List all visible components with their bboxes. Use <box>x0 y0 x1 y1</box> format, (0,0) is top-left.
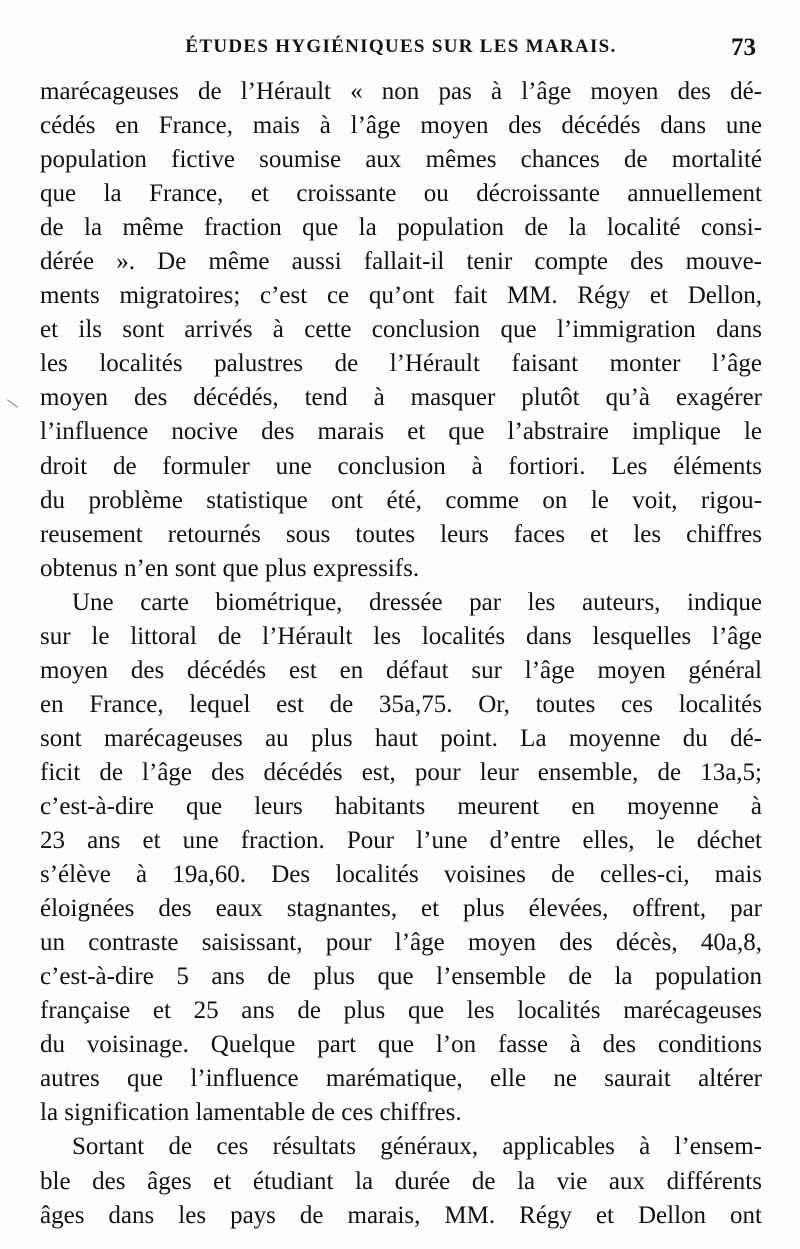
text-line: l’influence nocive des marais et que l’abstraire implique le <box>40 418 762 446</box>
text-line: du voisinage. Quelque part que l’on fasse à des conditions <box>40 1031 762 1059</box>
text-line: la signification lamentable de ces chiffres. <box>40 1099 462 1127</box>
text-line: moyen des décédés, tend à masquer plutôt qu’à exagérer <box>40 384 762 412</box>
text-line: s’élève à 19a,60. Des localités voisines de celles-ci, mais <box>40 861 762 889</box>
text-line: c’est-à-dire 5 ans de plus que l’ensemble de la population <box>40 963 762 991</box>
margin-mark <box>7 399 18 407</box>
text-line: cédés en France, mais à l’âge moyen des décédés dans une <box>40 112 762 140</box>
text-line: âges dans les pays de marais, MM. Régy et Dellon ont <box>40 1201 762 1229</box>
text-line: Sortant de ces résultats généraux, applicables à l’ensem- <box>72 1133 762 1161</box>
text-line: éloignées des eaux stagnantes, et plus élevées, offrent, par <box>40 895 762 923</box>
text-line: marécageuses de l’Hérault « non pas à l’âge moyen des dé- <box>40 78 762 105</box>
text-line: française et 25 ans de plus que les localités marécageuses <box>40 997 762 1025</box>
page-number: 73 <box>731 34 756 61</box>
text-line: c’est-à-dire que leurs habitants meurent en moyenne à <box>40 792 762 820</box>
text-line: ble des âges et étudiant la durée de la vie aux différents <box>40 1167 762 1195</box>
text-line: de la même fraction que la population de la localité consi- <box>40 214 762 242</box>
text-line: reusement retournés sous toutes leurs faces et les chiffres <box>40 520 762 548</box>
body-text <box>40 75 762 1233</box>
text-line: autres que l’influence marématique, elle ne saurait altérer <box>40 1065 762 1093</box>
text-line: les localités palustres de l’Hérault faisant monter l’âge <box>40 350 762 378</box>
text-line: dérée ». De même aussi fallait-il tenir compte des mouve- <box>40 248 762 276</box>
text-line: un contraste saisissant, pour l’âge moyen des décès, 40a,8, <box>40 929 762 957</box>
text-line: ficit de l’âge des décédés est, pour leur ensemble, de 13a,5; <box>40 758 762 786</box>
running-head <box>40 34 762 64</box>
text-line: population fictive soumise aux mêmes chances de mortalité <box>40 146 762 174</box>
text-line: ments migratoires; c’est ce qu’ont fait MM. Régy et Dellon, <box>40 282 762 310</box>
text-line: et ils sont arrivés à cette conclusion que l’immigration dans <box>40 316 762 344</box>
text-line: sont marécageuses au plus haut point. La moyenne du dé- <box>40 724 762 752</box>
text-line: 23 ans et une fraction. Pour l’une d’entre elles, le déchet <box>40 827 762 855</box>
text-line: obtenus n’en sont que plus expressifs. <box>40 554 420 582</box>
text-line: du problème statistique ont été, comme on le voit, rigou- <box>40 486 762 514</box>
text-line: que la France, et croissante ou décroissante annuellement <box>40 180 762 208</box>
text-line: en France, lequel est de 35a,75. Or, toutes ces localités <box>40 690 762 718</box>
text-line: droit de formuler une conclusion à fortiori. Les éléments <box>40 452 762 480</box>
text-line: sur le littoral de l’Hérault les localités dans lesquelles l’âge <box>40 622 762 650</box>
running-title: ÉTUDES HYGIÉNIQUES SUR LES MARAIS. <box>185 36 617 57</box>
text-line: moyen des décédés est en défaut sur l’âge moyen général <box>40 656 762 684</box>
text-line: Une carte biométrique, dressée par les auteurs, indique <box>72 588 762 616</box>
